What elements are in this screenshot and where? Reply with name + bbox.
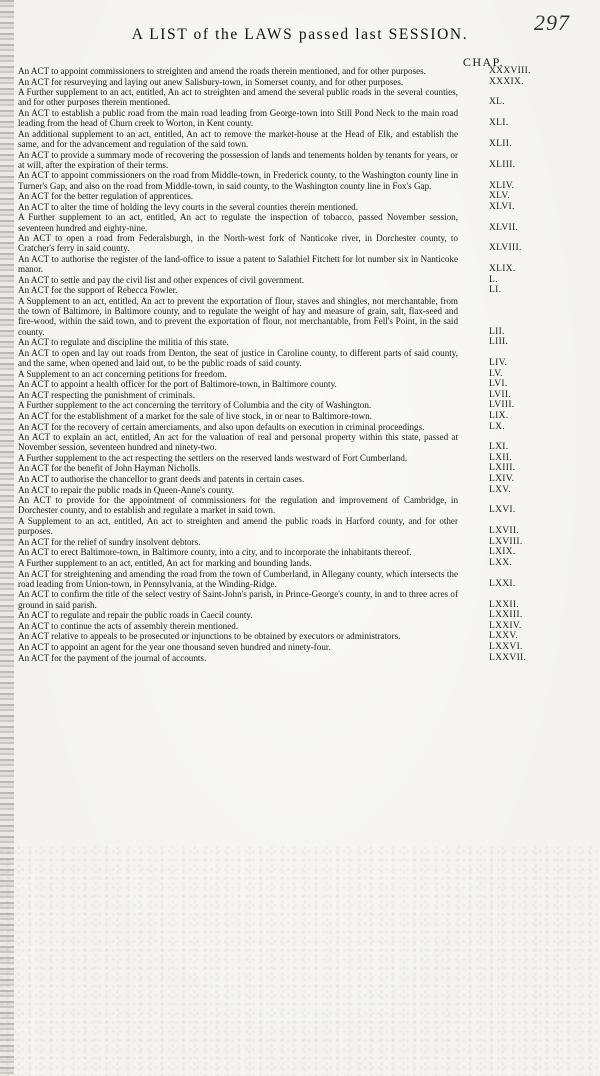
act-entry <box>18 191 583 201</box>
act-entry <box>18 170 583 190</box>
acts-list <box>18 66 583 663</box>
act-entry <box>18 348 583 368</box>
act-chapter-number: L. <box>489 274 498 285</box>
act-title: An ACT to open a road from Federalsburgh, in the North-west fork of Nanticoke river, in Dorchester county, to Cratcher's ferry in said county. <box>18 233 458 254</box>
act-title: A Supplement to an act, entitled, An act to prevent the exportation of flour, staves and shingles, not merchantable, from the town of Baltimore, in Baltimore county, and to regulate the weight of hay and measure of grain, salt, flax-seed and fire-wood, within the said town, and to prevent the exportation of flour, not merchantable, from Fell's Point, in the said county. <box>18 295 458 337</box>
act-entry <box>18 369 583 379</box>
act-chapter-number: LV. <box>489 368 503 379</box>
act-title: An additional supplement to an act, entitled, An act to remove the market-house at the Head of Elk, and establish the same, and for the advancement and regulation of the said town. <box>18 128 458 149</box>
act-chapter-number: XLIII. <box>489 159 516 170</box>
act-chapter-number: XLVII. <box>489 222 519 233</box>
act-chapter-number: LXVII. <box>489 526 520 537</box>
act-entry <box>18 495 583 515</box>
act-chapter-number: LIV. <box>489 357 508 368</box>
act-title: An ACT to alter the time of holding the levy courts in the several counties therein mentioned. <box>18 201 359 212</box>
act-title: A Further supplement to an act, entitled, An act for marking and bounding lands. <box>18 558 312 569</box>
act-chapter-number: LXIX. <box>489 547 516 558</box>
act-chapter-number: XLVIII. <box>489 243 522 254</box>
act-title: An ACT for the recovery of certain amerciaments, and also upon defaults on execution in criminal proceedings. <box>18 421 425 432</box>
act-chapter-number: XLIV. <box>489 180 515 191</box>
act-title: An ACT respecting the punishment of criminals. <box>18 389 195 400</box>
act-title: An ACT to open and lay out roads from Denton, the seat of justice in Caroline county, to different parts of said county, and the same, when opened and laid out, to be the public roads of said county. <box>18 347 458 368</box>
act-entry <box>18 422 583 432</box>
act-chapter-number: LXI. <box>489 442 509 453</box>
act-entry <box>18 285 583 295</box>
act-title: A Further supplement to an act, entitled, An act to streighten and amend the several public roads in the several counties, and for other purposes therein mentioned. <box>18 87 458 108</box>
act-entry <box>18 432 583 452</box>
act-chapter-number: XLV. <box>489 191 511 202</box>
page-number: 297 <box>534 10 570 35</box>
act-chapter-number: XLVI. <box>489 201 515 212</box>
act-entry <box>18 610 583 620</box>
act-title: An ACT to authorise the chancellor to grant deeds and patents in certain cases. <box>18 474 305 485</box>
act-chapter-number: LIII. <box>489 337 509 348</box>
act-chapter-number: LXIV. <box>489 474 515 485</box>
act-entry <box>18 390 583 400</box>
act-title: An ACT for the support of Rebecca Fowler. <box>18 285 178 296</box>
act-entry <box>18 400 583 410</box>
act-entry <box>18 621 583 631</box>
page-title: A LIST of the LAWS passed last SESSION. <box>131 26 469 43</box>
act-chapter-number: LXII. <box>489 452 512 463</box>
act-entry <box>18 108 583 128</box>
act-title: An ACT to regulate and repair the public roads in Caecil county. <box>18 610 253 621</box>
act-title: An ACT to appoint a health officer for the port of Baltimore-town, in Baltimore county. <box>18 379 337 390</box>
act-entry <box>18 379 583 389</box>
act-title: An ACT to repair the public roads in Queen-Anne's county. <box>18 484 235 495</box>
act-chapter-number: LX. <box>489 421 505 432</box>
act-chapter-number: XLI. <box>489 118 509 129</box>
act-entry <box>18 558 583 568</box>
act-title: A Further supplement to the act respecting the settlers on the reserved lands westward of Fort Cumberland. <box>18 452 408 463</box>
act-entry <box>18 631 583 641</box>
act-entry <box>18 516 583 536</box>
act-title: An ACT for the benefit of John Hayman Nicholls. <box>18 463 201 474</box>
act-entry <box>18 337 583 347</box>
act-chapter-number: LII. <box>489 326 505 337</box>
act-title: An ACT relative to appeals to be prosecuted or injunctions to be obtained by executors or administrators. <box>18 631 401 642</box>
act-chapter-number: LVI. <box>489 379 508 390</box>
act-chapter-number: LXXII. <box>489 599 520 610</box>
act-entry <box>18 66 583 76</box>
act-title: An ACT to establish a public road from the main road leading from George-town into Still Pond Neck to the main road leading from the head of Churn creek to Worton, in Kent county. <box>18 107 458 129</box>
act-entry <box>18 87 583 107</box>
act-entry <box>18 537 583 547</box>
act-entry <box>18 453 583 463</box>
act-title: An ACT to explain an act, entitled, An act for the valuation of real and personal property within this state, passed at November session, seventeen hundred and ninety-two. <box>18 432 458 453</box>
act-entry <box>18 150 583 170</box>
act-chapter-number: LVII. <box>489 389 511 400</box>
act-title: A Further supplement to the act concerning the territory of Columbia and the city of Washington. <box>18 400 372 411</box>
act-entry <box>18 642 583 652</box>
act-title: An ACT for streightening and amending the road from the town of Cumberland, in Allegany county, which intersects the road leading from Union-town, in Pennsylvania, at the Winding-Ridge. <box>18 568 458 589</box>
act-title: An ACT to erect Baltimore-town, in Baltimore county, into a city, and to incorporate the inhabitants thereof. <box>18 547 412 558</box>
act-entry <box>18 129 583 149</box>
act-entry <box>18 296 583 337</box>
act-chapter-number: LI. <box>489 285 502 296</box>
act-chapter-number: LXXV. <box>489 631 519 642</box>
act-title: An ACT for the payment of the journal of accounts. <box>18 652 207 663</box>
act-entry <box>18 653 583 663</box>
act-entry <box>18 547 583 557</box>
act-chapter-number: LXIII. <box>489 463 516 474</box>
act-entry <box>18 474 583 484</box>
act-chapter-number: XL. <box>489 97 505 108</box>
act-chapter-number: XLIX. <box>489 264 516 275</box>
act-title: An ACT for resurveying and laying out anew Salisbury-town, in Somerset county, and for other purposes. <box>18 76 404 87</box>
act-title: A Supplement to an act concerning petitions for freedom. <box>18 368 227 379</box>
act-title: An ACT to appoint commissioners on the road from Middle-town, in Frederick county, to the Washington county line in Turner's Gap, and also on the road from Middle-town, in said county, to the Washington county line in Fox's Gap. <box>18 170 458 191</box>
act-title: An ACT to confirm the title of the select vestry of Saint-John's parish, in Prince-George's county, in and to three acres of ground in said parish. <box>18 589 458 610</box>
act-title: An ACT for the better regulation of apprentices. <box>18 191 194 202</box>
act-entry <box>18 463 583 473</box>
act-entry <box>18 275 583 285</box>
act-title: An ACT to regulate and discipline the militia of this state. <box>18 337 229 348</box>
act-chapter-number: LXXIV. <box>489 620 522 631</box>
act-entry <box>18 233 583 253</box>
act-chapter-number: LVIII. <box>489 400 515 411</box>
act-title: An ACT to provide a summary mode of recovering the possession of lands and tenements holden by tenants for years, or at will, after the expiration of their terms. <box>18 149 458 170</box>
act-chapter-number: LXX. <box>489 558 513 569</box>
act-entry <box>18 589 583 609</box>
act-chapter-number: XXXIX. <box>489 76 524 87</box>
act-title: A Supplement to an act, entitled, An act to streighten and amend the public roads in Harford county, and for other purposes. <box>18 516 458 537</box>
act-chapter-number: LXV. <box>489 484 511 495</box>
act-chapter-number: XLII. <box>489 138 512 149</box>
act-title: An ACT for the relief of sundry insolvent debtors. <box>18 536 201 547</box>
act-chapter-number: LXXVII. <box>489 652 527 663</box>
act-title: A Further supplement to an act, entitled, An act to regulate the inspection of tobacco, passed November session, seventeen hundred and eighty-nine. <box>18 212 458 233</box>
act-title: An ACT to appoint commissioners to streighten and amend the roads therein mentioned, and for other purposes. <box>18 66 426 76</box>
act-chapter-number: LIX. <box>489 410 509 421</box>
chapter-column-header: CHAP. <box>462 55 504 69</box>
act-chapter-number: LXXIII. <box>489 610 523 621</box>
act-entry <box>18 254 583 274</box>
act-title: An ACT to settle and pay the civil list and other expences of civil government. <box>18 274 304 285</box>
paper-texture <box>0 846 600 1076</box>
act-title: An ACT to provide for the appointment of commissioners for the regulation and improvement of Cambridge, in Dorchester county, and to establish and regulate a market in said town. <box>18 495 458 516</box>
act-entry <box>18 212 583 232</box>
act-entry <box>18 569 583 589</box>
act-chapter-number: LXVI. <box>489 505 516 516</box>
act-title: An ACT to continue the acts of assembly therein mentioned. <box>18 620 239 631</box>
act-entry <box>18 77 583 87</box>
act-entry <box>18 411 583 421</box>
act-entry <box>18 485 583 495</box>
act-title: An ACT for the establishment of a market for the sale of live stock, in or near to Baltimore-town. <box>18 410 372 421</box>
act-chapter-number: LXVIII. <box>489 536 523 547</box>
act-chapter-number: LXXI. <box>489 578 516 589</box>
act-chapter-number: LXXVI. <box>489 642 523 653</box>
act-title: An ACT to appoint an agent for the year one thousand seven hundred and ninety-four. <box>18 642 331 653</box>
act-title: An ACT to authorise the register of the land-office to issue a patent to Salathiel Fitchett for lot number six in Nanticoke manor. <box>18 253 458 275</box>
act-chapter-number: XXXVIII. <box>489 66 531 76</box>
act-entry <box>18 202 583 212</box>
